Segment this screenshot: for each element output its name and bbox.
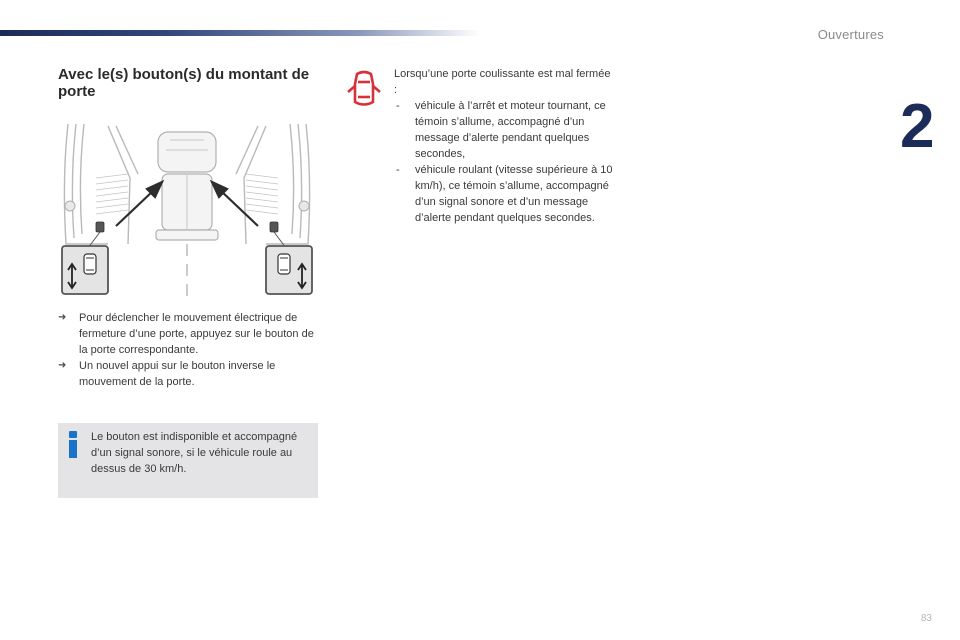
info-note-text: Le bouton est indisponible et accompagné d’un signal sonore, si le véhicule roule au dessus de 30 km/h. xyxy=(91,431,298,475)
warning-intro: Lorsqu’une porte coulissante est mal fermée : xyxy=(394,68,611,96)
section-title: Ouvertures xyxy=(817,27,884,42)
instruction-list xyxy=(58,310,318,390)
arrow-bullet-icon: ➜ xyxy=(58,360,67,371)
door-open-warning-icon xyxy=(346,70,382,110)
section-heading: Avec le(s) bouton(s) du montant de porte xyxy=(58,66,310,100)
list-item: ➜ Un nouvel appui sur le bouton inverse le mouvement de la porte. xyxy=(58,360,276,388)
info-icon xyxy=(68,431,78,461)
list-item: - véhicule à l’arrêt et moteur tournant, ce témoin s’allume, accompagné d’un message d’alerte pendant quelques secondes, xyxy=(396,100,606,160)
sliding-door-buttons-illustration xyxy=(58,118,316,298)
chapter-number: 2 xyxy=(900,92,935,161)
list-item: ➜ Pour déclencher le mouvement électrique de fermeture d’une porte, appuyez sur le bouton de la porte correspondante. xyxy=(58,312,314,356)
arrow-bullet-icon: ➜ xyxy=(58,312,67,323)
list-item: - véhicule roulant (vitesse supérieure à 10 km/h), ce témoin s’allume, accompagné d’un signal sonore et d’un message d’alerte pendant quelques secondes. xyxy=(396,164,613,224)
header-gradient-bar xyxy=(0,30,480,36)
warning-explanation xyxy=(394,66,614,226)
page-number: 83 xyxy=(920,613,932,624)
warning-list xyxy=(394,98,614,226)
info-note xyxy=(58,423,318,498)
